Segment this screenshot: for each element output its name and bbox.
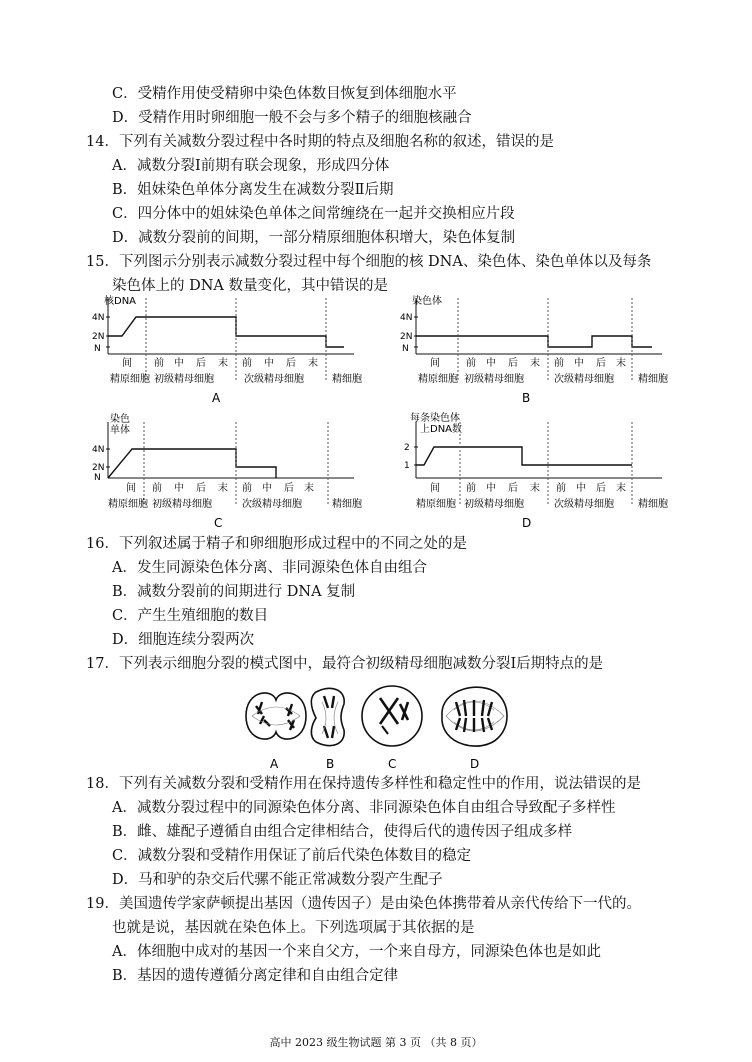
svg-text:中: 中 (486, 483, 496, 494)
q19-stem-2: 也就是说，基因就在染色体上。下列选项属于其依据的是 (112, 920, 475, 936)
svg-text:中: 中 (264, 358, 274, 369)
svg-text:末: 末 (218, 358, 228, 369)
svg-text:前: 前 (242, 483, 252, 494)
q15-graph-c (92, 412, 362, 534)
q19-option-b: B．基因的遗传遵循分离定律和自由组合定律 (112, 968, 399, 984)
svg-text:末: 末 (530, 358, 540, 369)
svg-text:中: 中 (262, 483, 272, 494)
svg-text:次级精母细胞: 次级精母细胞 (554, 374, 614, 385)
svg-text:间: 间 (122, 358, 132, 369)
graph-b-ylabel: 染色体 (412, 296, 442, 307)
svg-text:初级精母细胞: 初级精母细胞 (464, 499, 524, 510)
svg-text:A: A (212, 391, 221, 405)
svg-text:N: N (402, 344, 409, 354)
svg-text:每条染色体: 每条染色体 (410, 413, 460, 424)
q15-stem-2: 染色体上的 DNA 数量变化，其中错误的是 (112, 278, 389, 294)
q18-option-d: D．马和驴的杂交后代骡不能正常减数分裂产生配子 (112, 872, 443, 888)
svg-text:后: 后 (596, 483, 606, 494)
fig17-label-d: D (470, 757, 480, 771)
svg-text:精原细胞: 精原细胞 (108, 499, 148, 510)
cell-b-icon (311, 688, 344, 745)
svg-text:4N: 4N (400, 313, 413, 323)
svg-text:间: 间 (430, 358, 440, 369)
q15-graph-d (400, 412, 670, 534)
q18-stem: 18．下列有关减数分裂和受精作用在保持遗传多样性和稳定性中的作用，说法错误的是 (86, 776, 641, 792)
svg-text:末: 末 (616, 483, 626, 494)
q16-option-c: C．产生生殖细胞的数目 (112, 608, 269, 624)
q18-option-c: C．减数分裂和受精作用保证了前后代染色体数目的稳定 (112, 848, 472, 864)
svg-text:初级精母细胞: 初级精母细胞 (152, 499, 212, 510)
q15-graph-a (92, 294, 362, 410)
svg-text:4N: 4N (92, 313, 105, 323)
svg-text:上DNA数: 上DNA数 (420, 424, 463, 435)
svg-text:精细胞: 精细胞 (332, 374, 362, 385)
svg-text:初级精母细胞: 初级精母细胞 (154, 374, 214, 385)
svg-text:1: 1 (404, 461, 410, 471)
svg-text:B: B (522, 391, 531, 405)
svg-text:N: N (94, 473, 101, 483)
svg-text:末: 末 (530, 483, 540, 494)
q14-stem: 14．下列有关减数分裂过程中各时期的特点及细胞名称的叙述，错误的是 (86, 134, 554, 150)
svg-text:N: N (94, 344, 101, 354)
svg-text:4N: 4N (92, 445, 105, 455)
q14-option-c: C．四分体中的姐妹染色单体之间常缠绕在一起并交换相应片段 (112, 206, 515, 222)
svg-text:初级精母细胞: 初级精母细胞 (464, 374, 524, 385)
q16-stem: 16．下列叙述属于精子和卵细胞形成过程中的不同之处的是 (86, 536, 467, 552)
svg-text:2N: 2N (92, 332, 105, 342)
q16-option-a: A．发生同源染色体分离、非同源染色体自由组合 (112, 560, 427, 576)
q18-option-a: A．减数分裂过程中的同源染色体分离、非同源染色体自由组合导致配子多样性 (112, 800, 616, 816)
svg-text:前: 前 (154, 358, 164, 369)
svg-text:2N: 2N (400, 332, 413, 342)
q14-option-a: A．减数分裂Ⅰ前期有联会现象，形成四分体 (112, 158, 390, 174)
q16-option-d: D．细胞连续分裂两次 (112, 632, 255, 648)
svg-text:前: 前 (466, 358, 476, 369)
graph-a-ylabel: 核DNA (104, 296, 137, 307)
svg-text:后: 后 (508, 358, 518, 369)
svg-text:前: 前 (152, 483, 162, 494)
svg-text:次级精母细胞: 次级精母细胞 (242, 499, 302, 510)
svg-text:2: 2 (404, 443, 410, 453)
svg-text:后: 后 (508, 483, 518, 494)
svg-text:间: 间 (126, 483, 136, 494)
svg-text:后: 后 (284, 483, 294, 494)
svg-text:染色: 染色 (110, 414, 130, 425)
svg-text:精细胞: 精细胞 (332, 499, 362, 510)
q13-option-d: D．受精作用时卵细胞一般不会与多个精子的细胞核融合 (112, 110, 472, 126)
fig17-label-b: B (326, 757, 335, 771)
svg-text:后: 后 (286, 358, 296, 369)
q17-stem: 17．下列表示细胞分裂的模式图中，最符合初级精母细胞减数分裂Ⅰ后期特点的是 (86, 656, 604, 672)
q13-option-c: C．受精作用使受精卵中染色体数目恢复到体细胞水平 (112, 86, 457, 102)
svg-text:中: 中 (486, 358, 496, 369)
fig17-label-c: C (388, 757, 397, 771)
page-footer: 高中 2023 级生物试题 第 3 页 （共 8 页） (269, 1036, 483, 1049)
q14-option-d: D．减数分裂前的间期，一部分精原细胞体积增大，染色体复制 (112, 230, 516, 246)
svg-text:2N: 2N (92, 463, 105, 473)
cell-d-icon (442, 687, 507, 746)
svg-text:末: 末 (304, 483, 314, 494)
svg-text:后: 后 (596, 358, 606, 369)
q15-stem-1: 15．下列图示分别表示减数分裂过程中每个细胞的核 DNA、染色体、染色单体以及每条 (86, 254, 652, 270)
q16-option-b: B．减数分裂前的间期进行 DNA 复制 (112, 584, 356, 600)
svg-text:次级精母细胞: 次级精母细胞 (554, 499, 614, 510)
svg-text:精细胞: 精细胞 (638, 499, 668, 510)
svg-text:前: 前 (554, 358, 564, 369)
svg-text:次级精母细胞: 次级精母细胞 (244, 374, 304, 385)
svg-text:后: 后 (196, 483, 206, 494)
svg-text:后: 后 (196, 358, 206, 369)
svg-text:中: 中 (174, 358, 184, 369)
svg-text:精原细胞: 精原细胞 (416, 499, 456, 510)
svg-text:中: 中 (576, 483, 586, 494)
q19-stem-1: 19．美国遗传学家萨顿提出基因（遗传因子）是由染色体携带着从亲代传给下一代的。 (86, 896, 641, 912)
fig17-label-a: A (270, 757, 279, 771)
svg-text:精原细胞: 精原细胞 (418, 374, 458, 385)
cell-c-icon (362, 686, 422, 746)
q14-option-b: B．姐妹染色单体分离发生在减数分裂Ⅱ后期 (112, 182, 394, 198)
q15-graph-b (400, 294, 670, 410)
q17-cell-figures (242, 680, 510, 772)
q18-option-b: B．雌、雄配子遵循自由组合定律相结合，使得后代的遗传因子组成多样 (112, 824, 573, 840)
svg-text:前: 前 (466, 483, 476, 494)
svg-text:精细胞: 精细胞 (638, 374, 668, 385)
q19-option-a: A．体细胞中成对的基因一个来自父方，一个来自母方，同源染色体也是如此 (112, 944, 601, 960)
svg-text:前: 前 (242, 358, 252, 369)
svg-text:精原细胞: 精原细胞 (110, 374, 150, 385)
svg-text:末: 末 (616, 358, 626, 369)
svg-text:末: 末 (308, 358, 318, 369)
svg-text:间: 间 (430, 483, 440, 494)
svg-text:中: 中 (174, 483, 184, 494)
svg-text:单体: 单体 (110, 425, 130, 436)
svg-text:末: 末 (218, 483, 228, 494)
svg-text:D: D (522, 516, 532, 530)
cell-a-icon (246, 693, 306, 739)
svg-text:前: 前 (556, 483, 566, 494)
svg-text:C: C (214, 516, 223, 530)
svg-text:中: 中 (574, 358, 584, 369)
